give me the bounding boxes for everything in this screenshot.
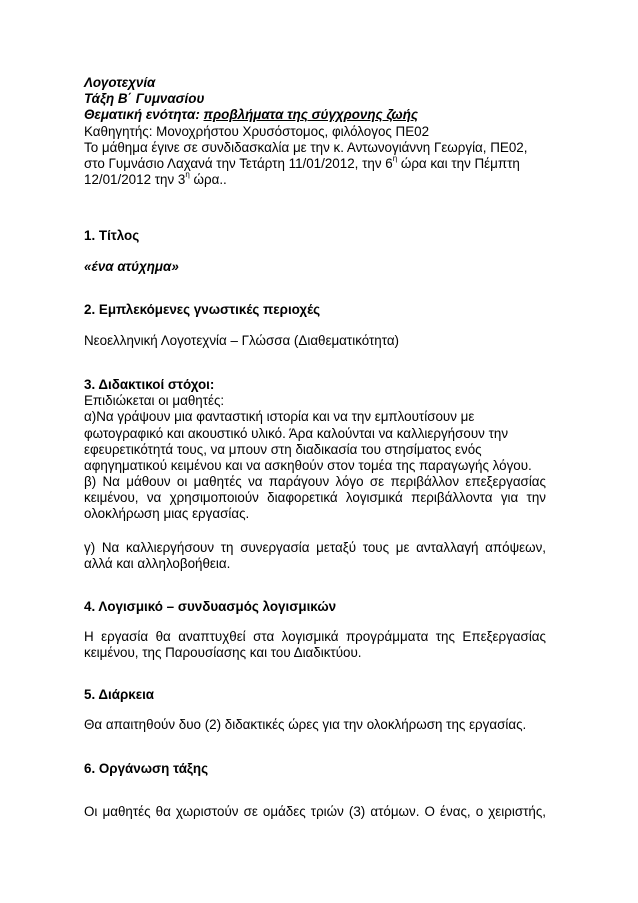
section-3-b [84,474,546,523]
section-3-title: 3. Διδακτικοί στόχοι: [84,377,215,392]
section-3-a-line-2: φωτογραφικό και ακουστικό υλικό. Άρα καλούνται να καλλιεργήσουν την [84,425,509,441]
note-line-3 [84,172,546,188]
section-4-body [84,629,546,661]
header [84,75,546,188]
unit-line [84,107,546,123]
note-line-3-b: ώρα.. [189,172,227,188]
note-line-2-a: στο Γυμνάσιο Λαχανά την Τετάρτη 11/01/2012, την 6 [84,156,393,172]
note-line-1: Το μάθημα έγινε σε συνδιδασκαλία με την κ. Αντωνογιάννη Γεωργία, ΠΕ02, [84,139,528,155]
section-3 [84,377,546,474]
unit-prefix: Θεματική ενότητα: [84,107,204,123]
note-line-2-b: ώρα και την Πέμπτη [397,156,520,172]
section-3-b-line-2: κειμένου, να χρησιμοποιούν διαφορετικά λογισμικά περιβάλλοντα για την [84,490,546,506]
section-3-a-line-4: αφηγηματικού κειμένου και να ασκηθούν στον τομέα της παραγωγής λόγου. [84,458,532,474]
section-3-intro: Επιδιώκεται οι μαθητές: [84,393,225,409]
teacher-line: Καθηγητής: Μονοχρήστου Χρυσόστομος, φιλόλογος ΠΕ02 [84,123,430,139]
section-5-title: 5. Διάρκεια [84,687,155,702]
section-3-b-line-3: ολοκλήρωση μιας εργασίας. [84,506,250,522]
note-line-3-sup: η [185,170,190,180]
section-6-line-1: Οι μαθητές θα χωριστούν σε ομάδες τριών (3) ατόμων. Ο ένας, ο χειριστής, [84,804,546,819]
section-3-a-line-3: εφευρετικότητά τους, να μπουν στη διαδικασία του στησίματος ενός [84,441,482,457]
class-line: Τάξη Β΄ Γυμνασίου [84,91,205,107]
section-3-b-line-1: β) Να μάθουν οι μαθητές να παράγουν λόγο σε περιβάλλον επεξεργασίας [84,474,546,489]
section-1-body: «ένα ατύχημα» [84,259,179,274]
section-3-c-line-1: γ) Να καλλιεργήσουν τη συνεργασία μεταξύ τους με ανταλλαγή απόψεων, [84,540,546,555]
section-3-c-line-2: αλλά και αλληλοβοήθεια. [84,556,231,572]
section-5-body: Θα απαιτηθούν δυο (2) διδακτικές ώρες για την ολοκλήρωση της εργασίας. [84,717,527,732]
section-3-c [84,540,546,572]
note-line-3-a: 12/01/2012 την 3 [84,172,186,188]
section-6-body [84,804,546,820]
section-4-title: 4. Λογισμικό – συνδυασμός λογισμικών [84,599,337,614]
section-6-title: 6. Οργάνωση τάξης [84,761,209,776]
section-3-a-line-1: α)Να γράψουν μια φανταστική ιστορία και να την εμπλουτίσουν με [84,409,475,425]
section-1-title: 1. Τίτλος [84,228,140,243]
section-4-line-1: Η εργασία θα αναπτυχθεί στα λογισμικά προγράμματα της Επεξεργασίας [84,629,546,644]
section-4-line-2: κειμένου, της Παρουσίασης και του Διαδικτύου. [84,645,362,661]
section-2-title: 2. Εμπλεκόμενες γνωστικές περιοχές [84,302,321,317]
subject-line: Λογοτεχνία [84,75,156,90]
note-line-2 [84,156,546,172]
section-2-body: Νεοελληνική Λογοτεχνία – Γλώσσα (Διαθεματικότητα) [84,333,400,348]
note-line-2-sup: η [392,154,398,164]
unit-title: προβλήματα της σύγχρονης ζωής [203,107,419,123]
